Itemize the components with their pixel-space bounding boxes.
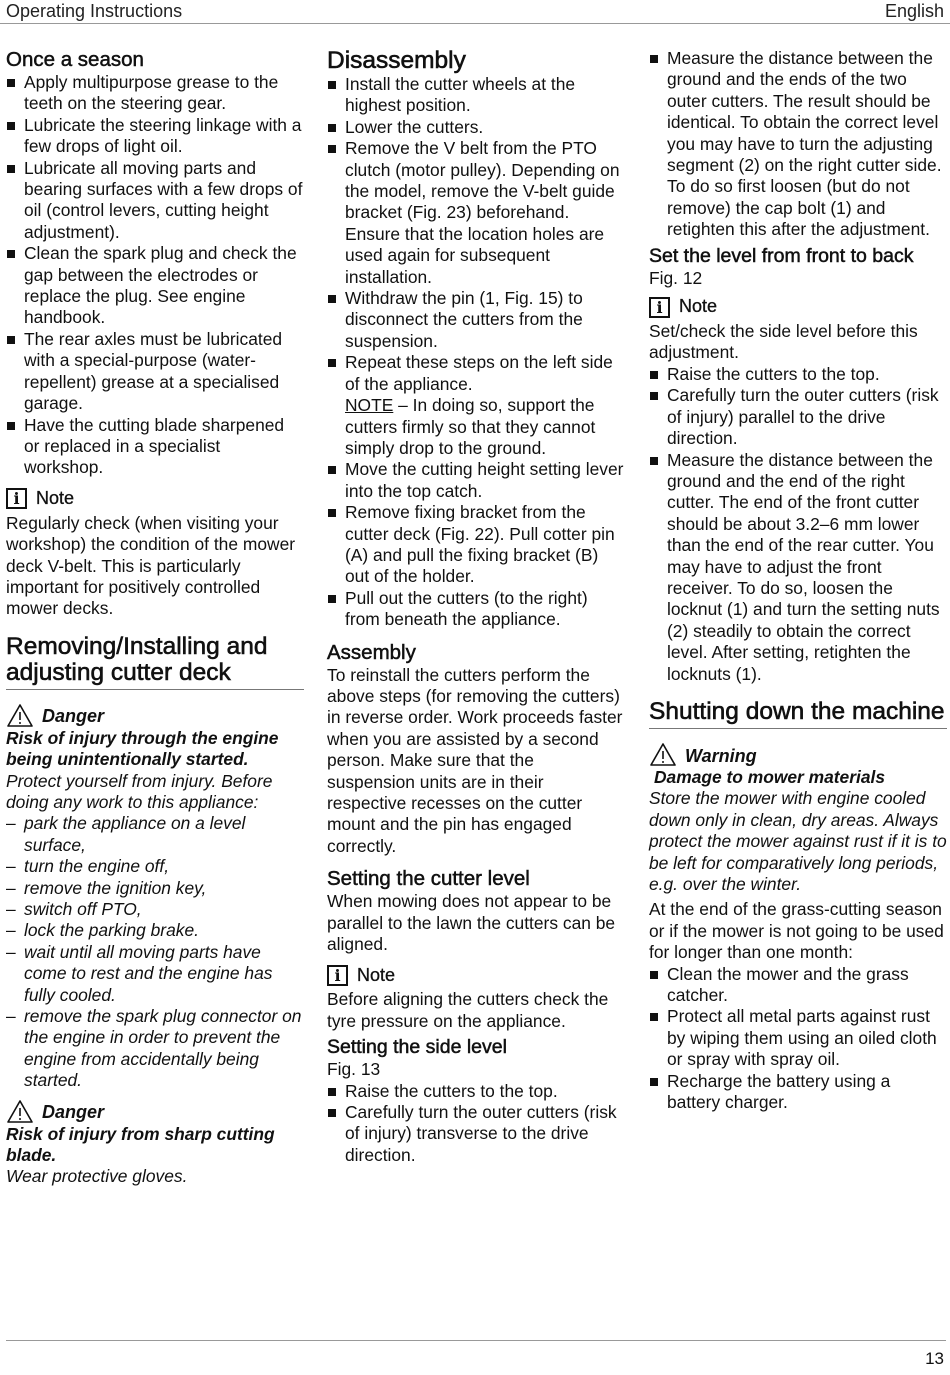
danger-text: Protect yourself from injury. Before doing any work to this appliance: bbox=[6, 770, 273, 812]
note-heading bbox=[6, 485, 304, 513]
list-item: – park the appliance on a level surface, bbox=[6, 813, 304, 856]
danger-headline: Risk of injury from sharp cutting blade. bbox=[6, 1123, 275, 1166]
list-item: Carefully turn the outer cutters (risk of injury) parallel to the drive direction. bbox=[649, 385, 947, 449]
list-item: Clean the mower and the grass catcher. bbox=[649, 964, 947, 1007]
list-item: Lower the cutters. bbox=[327, 117, 625, 138]
inline-note-text: – In doing so, support the cutters firmly so that they cannot simply drop to the ground. bbox=[345, 395, 596, 458]
list-item: Protect all metal parts against rust by wiping them using an oiled cloth or spray with spray oil. bbox=[649, 1006, 947, 1070]
header-language: English bbox=[884, 1, 944, 21]
list-item: Measure the distance between the ground and the end of the right cutter. The end of the front cutter should be about 3.2–6 mm lower than the end of the rear cutter. You may have to adjust the front receiver. To do so, loosen the locknut (1) and turn the setting nuts (2) steadily to obtain the correct level. After setting, retighten the locknuts (1). bbox=[649, 450, 947, 685]
figure-reference: Fig. 13 bbox=[327, 1059, 381, 1080]
list-item: Raise the cutters to the top. bbox=[649, 364, 947, 385]
column-3 bbox=[649, 48, 947, 1113]
list-item: Clean the spark plug and check the gap between the electrodes or replace the plug. See engine handbook. bbox=[6, 243, 304, 329]
list-item: Measure the distance between the ground and the ends of the two outer cutters. The result should be identical. To obtain the correct level you may have to turn the adjusting segment (2) on the right cutter side. To do so first loosen (but do not remove) the cap bolt (1) and retighten this after the adjustment. bbox=[649, 48, 947, 241]
list-item: Lubricate the steering linkage with a few drops of light oil. bbox=[6, 115, 304, 158]
assembly-text: To reinstall the cutters perform the above steps (for removing the cutters) in reverse order. Work proceeds faster when you are assisted by a second person. Make sure that the suspension units are in their respective recesses on the cutter mount and the pin has engaged correctly. bbox=[327, 664, 623, 856]
column-2 bbox=[327, 48, 625, 1166]
danger-label: Danger bbox=[42, 706, 105, 727]
section-title: Removing/Installing and adjusting cutter deck bbox=[6, 634, 304, 690]
season-title: Once a season bbox=[6, 48, 144, 71]
list-item: – remove the spark plug connector on the engine in order to prevent the engine from accidentally being started. bbox=[6, 1006, 304, 1092]
season-list bbox=[6, 72, 304, 479]
list-item: – lock the parking brake. bbox=[6, 920, 304, 941]
note-label: Note bbox=[679, 296, 718, 317]
info-icon: i bbox=[6, 488, 27, 509]
list-item bbox=[327, 352, 625, 459]
cutter-level-title: Setting the cutter level bbox=[327, 867, 530, 891]
shutdown-title: Shutting down the machine bbox=[649, 699, 947, 729]
list-item: – turn the engine off, bbox=[6, 856, 304, 877]
list-item: – switch off PTO, bbox=[6, 899, 304, 920]
warning-headline: Damage to mower materials bbox=[654, 766, 885, 787]
note-text: Set/check the side level before this adjustment. bbox=[649, 321, 918, 363]
measure-list bbox=[649, 48, 947, 241]
warning-triangle-icon bbox=[649, 742, 677, 767]
page-header bbox=[0, 0, 950, 24]
danger-heading bbox=[6, 700, 304, 728]
note-text: Regularly check (when visiting your workshop) the condition of the mower deck V-belt. This is particularly important for positively controlled mower decks. bbox=[6, 512, 296, 619]
warning-label: Warning bbox=[685, 745, 757, 766]
warning-text: Store the mower with engine cooled down only in clean, dry areas. Always protect the mower against rust if it is to be left for comparatively long periods, e.g. over the winter. bbox=[649, 788, 947, 894]
info-icon: i bbox=[649, 297, 670, 318]
list-item: Remove fixing bracket from the cutter deck (Fig. 22). Pull cotter pin (A) and pull the fixing bracket (B) out of the holder. bbox=[327, 502, 625, 588]
list-item: Recharge the battery using a battery charger. bbox=[649, 1071, 947, 1114]
header-title: Operating Instructions bbox=[6, 1, 183, 21]
list-item: – wait until all moving parts have come to rest and the engine has fully cooled. bbox=[6, 942, 304, 1006]
danger-steps-list bbox=[6, 813, 304, 1091]
list-item: Raise the cutters to the top. bbox=[327, 1081, 625, 1102]
list-item: Withdraw the pin (1, Fig. 15) to disconnect the cutters from the suspension. bbox=[327, 288, 625, 352]
note-heading bbox=[327, 961, 625, 989]
list-item-text: Repeat these steps on the left side of the appliance. bbox=[345, 352, 613, 394]
shutdown-list bbox=[649, 964, 947, 1114]
side-level-list bbox=[327, 1081, 625, 1167]
note-label: Note bbox=[36, 488, 75, 509]
note-label: Note bbox=[357, 964, 396, 985]
warning-triangle-icon bbox=[6, 703, 34, 728]
list-item: Install the cutter wheels at the highest position. bbox=[327, 74, 625, 117]
list-item: Apply multipurpose grease to the teeth on the steering gear. bbox=[6, 72, 304, 115]
disassembly-list bbox=[327, 74, 625, 631]
inline-note-label: NOTE bbox=[345, 395, 394, 416]
figure-reference: Fig. 12 bbox=[649, 267, 703, 288]
danger-label: Danger bbox=[42, 1102, 105, 1123]
note-text: Before aligning the cutters check the tyre pressure on the appliance. bbox=[327, 989, 609, 1031]
cutter-level-text: When mowing does not appear to be parallel to the lawn the cutters can be aligned. bbox=[327, 891, 616, 955]
info-icon: i bbox=[327, 965, 348, 986]
list-item: Carefully turn the outer cutters (risk of injury) transverse to the drive direction. bbox=[327, 1102, 625, 1166]
shutdown-text: At the end of the grass-cutting season or if the mower is not going to be used for longer than one month: bbox=[649, 899, 944, 963]
list-item: – remove the ignition key, bbox=[6, 878, 304, 899]
list-item: Lubricate all moving parts and bearing surfaces with a few drops of oil (control levers, cutting height adjustment). bbox=[6, 158, 304, 244]
warning-triangle-icon bbox=[6, 1099, 34, 1124]
column-1 bbox=[6, 48, 304, 1188]
note-heading bbox=[649, 293, 947, 321]
list-item: Remove the V belt from the PTO clutch (motor pulley). Depending on the model, remove the V-belt guide bracket (Fig. 23) beforehand. Ensure that the location holes are used again for subsequent installation. bbox=[327, 138, 625, 288]
danger-heading bbox=[6, 1096, 304, 1124]
page-number: 13 bbox=[925, 1349, 944, 1368]
list-item: The rear axles must be lubricated with a special-purpose (water-repellent) grease at a specialised garage. bbox=[6, 329, 304, 415]
footer-rule bbox=[6, 1340, 946, 1341]
front-level-title: Set the level from front to back bbox=[649, 244, 914, 267]
assembly-title: Assembly bbox=[327, 640, 416, 664]
front-level-list bbox=[649, 364, 947, 685]
disassembly-title: Disassembly bbox=[327, 47, 466, 74]
warning-heading bbox=[649, 739, 947, 767]
side-level-title: Setting the side level bbox=[327, 1036, 507, 1059]
list-item: Have the cutting blade sharpened or replaced in a specialist workshop. bbox=[6, 415, 304, 479]
list-item: Pull out the cutters (to the right) from beneath the appliance. bbox=[327, 588, 625, 631]
list-item: Move the cutting height setting lever into the top catch. bbox=[327, 459, 625, 502]
danger-text: Wear protective gloves. bbox=[6, 1166, 188, 1187]
danger-headline: Risk of injury through the engine being unintentionally started. bbox=[6, 727, 279, 770]
